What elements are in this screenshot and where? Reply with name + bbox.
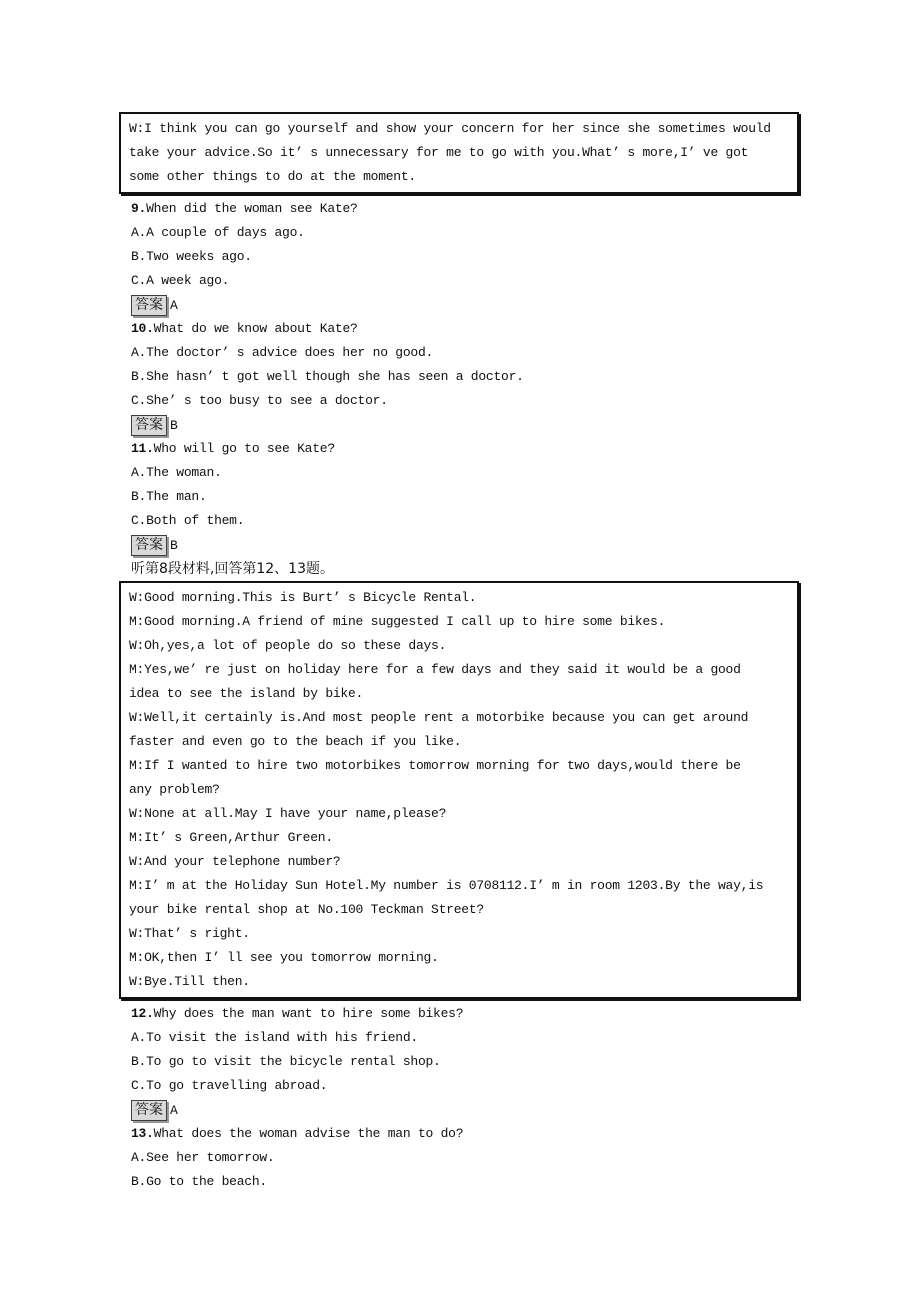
dialogue-line: faster and even go to the beach if you like.	[129, 734, 462, 749]
question-number: 10.	[131, 321, 154, 336]
dialogue-line: W:I think you can go yourself and show your concern for her since she sometimes would	[129, 121, 771, 136]
answer-letter: A	[170, 297, 178, 313]
question-11-answer-row	[131, 533, 920, 557]
question-11-stem-line	[131, 437, 920, 461]
dialogue-line: idea to see the island by bike.	[129, 686, 364, 701]
dialogue-line: any problem?	[129, 782, 220, 797]
question-13-option-b: B.Go to the beach.	[131, 1174, 267, 1189]
question-13	[131, 1122, 920, 1194]
dialogue-line: M:If I wanted to hire two motorbikes tomorrow morning for two days,would there be	[129, 758, 741, 773]
dialogue-line: take your advice.So it’ s unnecessary for me to go with you.What’ s more,I’ ve got	[129, 145, 749, 160]
question-number: 11.	[131, 441, 154, 456]
question-stem: What do we know about Kate?	[153, 321, 358, 336]
dialogue-line: W:And your telephone number?	[129, 854, 341, 869]
questions-12-13	[131, 1002, 920, 1194]
questions-9-11	[131, 197, 920, 557]
dialogue-line: M:OK,then I’ ll see you tomorrow morning.	[129, 950, 439, 965]
answer-letter: A	[170, 1102, 178, 1118]
bottom-margin	[0, 1194, 920, 1195]
dialogue-line: M:It’ s Green,Arthur Green.	[129, 830, 333, 845]
question-13-stem-line	[131, 1122, 920, 1146]
question-11-option-a: A.The woman.	[131, 465, 222, 480]
question-9-option-c: C.A week ago.	[131, 273, 230, 288]
question-10-option-b: B.She hasn’ t got well though she has seen a doctor.	[131, 369, 524, 384]
question-stem: When did the woman see Kate?	[146, 201, 358, 216]
question-13-option-a: A.See her tomorrow.	[131, 1150, 275, 1165]
question-11	[131, 437, 920, 557]
question-9-option-a: A.A couple of days ago.	[131, 225, 305, 240]
dialogue-line: M:I’ m at the Holiday Sun Hotel.My number is 0708112.I’ m in room 1203.By the way,is	[129, 878, 764, 893]
question-11-option-b: B.The man.	[131, 489, 207, 504]
dialogue-line: your bike rental shop at No.100 Teckman Street?	[129, 902, 484, 917]
dialogue-line: W:Oh,yes,a lot of people do so these days.	[129, 638, 447, 653]
question-11-option-c: C.Both of them.	[131, 513, 245, 528]
question-number: 9.	[131, 201, 147, 216]
dialogue-line: W:None at all.May I have your name,please?	[129, 806, 447, 821]
answer-letter: B	[170, 537, 178, 553]
dialogue-transcript-box-bottom	[119, 581, 799, 999]
question-10-answer-row	[131, 413, 920, 437]
question-10-option-c: C.She’ s too busy to see a doctor.	[131, 393, 388, 408]
question-12-option-a: A.To visit the island with his friend.	[131, 1030, 418, 1045]
question-9	[131, 197, 920, 317]
dialogue-line: M:Yes,we’ re just on holiday here for a few days and they said it would be a good	[129, 662, 741, 677]
question-12-option-b: B.To go to visit the bicycle rental shop.	[131, 1054, 441, 1069]
answer-letter: B	[170, 417, 178, 433]
dialogue-transcript-box-top	[119, 112, 799, 194]
dialogue-line: some other things to do at the moment.	[129, 169, 416, 184]
question-number: 12.	[131, 1006, 154, 1021]
question-9-stem-line	[131, 197, 920, 221]
answer-badge: 答案	[131, 295, 167, 316]
answer-badge: 答案	[131, 535, 167, 556]
question-9-answer-row	[131, 293, 920, 317]
question-stem: Why does the man want to hire some bikes?	[153, 1006, 464, 1021]
answer-badge: 答案	[131, 415, 167, 436]
section-instruction: 听第8段材料,回答第12、13题。	[131, 561, 334, 577]
question-stem: Who will go to see Kate?	[153, 441, 335, 456]
dialogue-line: W:Bye.Till then.	[129, 974, 250, 989]
question-10-option-a: A.The doctor’ s advice does her no good.	[131, 345, 434, 360]
dialogue-line: M:Good morning.A friend of mine suggested I call up to hire some bikes.	[129, 614, 666, 629]
question-10	[131, 317, 920, 437]
dialogue-line: W:That’ s right.	[129, 926, 250, 941]
question-12-answer-row	[131, 1098, 920, 1122]
question-stem: What does the woman advise the man to do?	[153, 1126, 464, 1141]
question-12-stem-line	[131, 1002, 920, 1026]
dialogue-line: W:Good morning.This is Burt’ s Bicycle Rental.	[129, 590, 477, 605]
question-number: 13.	[131, 1126, 154, 1141]
answer-badge: 答案	[131, 1100, 167, 1121]
question-9-option-b: B.Two weeks ago.	[131, 249, 252, 264]
question-12-option-c: C.To go travelling abroad.	[131, 1078, 328, 1093]
question-10-stem-line	[131, 317, 920, 341]
dialogue-line: W:Well,it certainly is.And most people rent a motorbike because you can get around	[129, 710, 749, 725]
question-12	[131, 1002, 920, 1122]
